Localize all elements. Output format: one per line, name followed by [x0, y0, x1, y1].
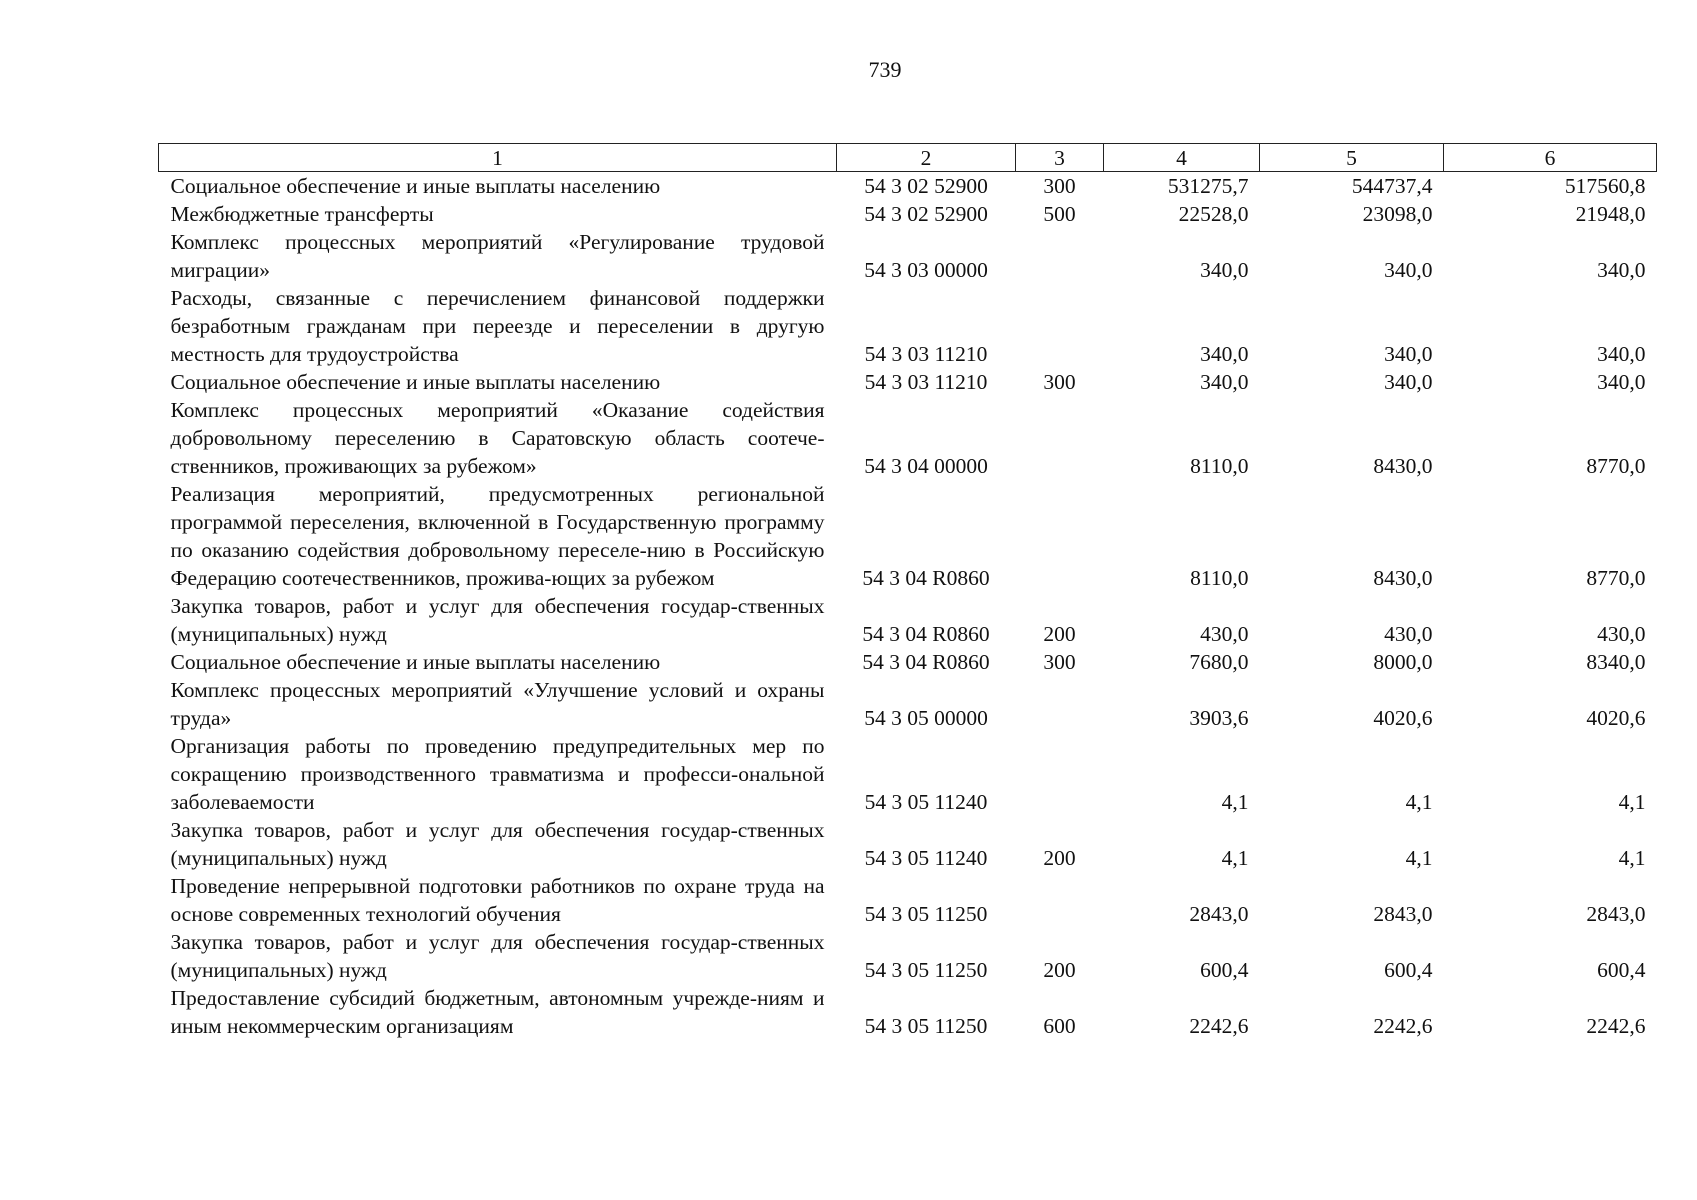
row-code: 54 3 02 52900: [864, 174, 988, 198]
row-name: Комплекс процессных мероприятий «Улучшение условий и охраны труда»: [170, 678, 825, 730]
row-value-1: 22528,0: [1178, 202, 1249, 226]
table-row: [159, 172, 1657, 201]
row-name: Расходы, связанные с перечислением финансовой поддержки безработным гражданам при переезде и переселении в другую местность для трудоустройства: [170, 286, 825, 366]
row-value-1: 3903,6: [1189, 706, 1249, 730]
table-body: [159, 172, 1657, 1041]
row-value-2: 2242,6: [1373, 1014, 1433, 1038]
row-name: Закупка товаров, работ и услуг для обеспечения государ-ственных (муниципальных) нужд: [170, 594, 825, 646]
column-header-3: 3: [1016, 144, 1104, 172]
table-row: [159, 200, 1657, 228]
row-value-2: 340,0: [1384, 370, 1433, 394]
row-name: Социальное обеспечение и иные выплаты населению: [170, 174, 661, 198]
table-row: [159, 816, 1657, 872]
row-name: Социальное обеспечение и иные выплаты населению: [170, 650, 661, 674]
row-value-1: 2843,0: [1189, 902, 1249, 926]
row-name: Закупка товаров, работ и услуг для обеспечения государ-ственных (муниципальных) нужд: [170, 818, 825, 870]
row-code: 54 3 05 11240: [864, 846, 988, 870]
row-code: 54 3 05 00000: [864, 706, 988, 730]
row-expense-type: [1016, 872, 1104, 928]
row-expense-type: 300: [1043, 650, 1076, 674]
row-expense-type: [1016, 480, 1104, 592]
row-value-3: 8770,0: [1586, 454, 1646, 478]
row-name: Предоставление субсидий бюджетным, автономным учрежде-ниям и иным некоммерческим организациям: [170, 986, 825, 1038]
row-expense-type: 300: [1043, 370, 1076, 394]
row-code: 54 3 04 00000: [864, 454, 988, 478]
row-value-1: 430,0: [1200, 622, 1249, 646]
row-value-2: 8430,0: [1373, 454, 1433, 478]
table-row: [159, 480, 1657, 592]
row-value-1: 340,0: [1200, 258, 1249, 282]
row-value-2: 4,1: [1405, 846, 1433, 870]
row-expense-type: 200: [1043, 622, 1076, 646]
table-row: [159, 676, 1657, 732]
row-value-3: 340,0: [1597, 258, 1646, 282]
row-name: Закупка товаров, работ и услуг для обеспечения государ-ственных (муниципальных) нужд: [170, 930, 825, 982]
row-name: Организация работы по проведению предупредительных мер по сокращению производственного травматизма и професси-ональной заболеваемости: [170, 734, 825, 814]
row-code: 54 3 03 00000: [864, 258, 988, 282]
row-code: 54 3 04 R0860: [862, 650, 990, 674]
row-value-1: 340,0: [1200, 342, 1249, 366]
row-value-2: 600,4: [1384, 958, 1433, 982]
row-value-2: 430,0: [1384, 622, 1433, 646]
row-code: 54 3 05 11240: [864, 790, 988, 814]
row-expense-type: [1016, 396, 1104, 480]
row-expense-type: 500: [1043, 202, 1076, 226]
row-value-1: 8110,0: [1190, 566, 1249, 590]
column-header-4: 4: [1104, 144, 1260, 172]
row-name: Комплекс процессных мероприятий «Оказание содействия добровольному переселению в Саратовскую область соотече-ственников, проживающих за рубежом»: [170, 398, 825, 478]
row-value-3: 21948,0: [1575, 202, 1646, 226]
row-value-1: 4,1: [1221, 846, 1249, 870]
row-value-2: 340,0: [1384, 342, 1433, 366]
column-header-1: 1: [159, 144, 837, 172]
table-row: [159, 648, 1657, 676]
row-value-2: 8430,0: [1373, 566, 1433, 590]
row-value-2: 4,1: [1405, 790, 1433, 814]
row-value-2: 544737,4: [1351, 174, 1433, 198]
row-value-2: 340,0: [1384, 258, 1433, 282]
table-row: [159, 228, 1657, 284]
row-expense-type: [1016, 676, 1104, 732]
row-value-1: 4,1: [1221, 790, 1249, 814]
table-row: [159, 928, 1657, 984]
column-header-6: 6: [1444, 144, 1657, 172]
row-code: 54 3 04 R0860: [862, 566, 990, 590]
table-row: [159, 592, 1657, 648]
row-value-3: 8770,0: [1586, 566, 1646, 590]
row-code: 54 3 05 11250: [864, 902, 988, 926]
row-value-1: 8110,0: [1190, 454, 1249, 478]
row-expense-type: 600: [1043, 1014, 1076, 1038]
table-row: [159, 368, 1657, 396]
row-name: Комплекс процессных мероприятий «Регулирование трудовой миграции»: [170, 230, 825, 282]
row-expense-type: 200: [1043, 958, 1076, 982]
row-code: 54 3 02 52900: [864, 202, 988, 226]
header-row: [159, 144, 1657, 172]
row-value-3: 4,1: [1618, 846, 1646, 870]
table-row: [159, 984, 1657, 1040]
row-value-3: 340,0: [1597, 342, 1646, 366]
row-name: Социальное обеспечение и иные выплаты населению: [170, 370, 661, 394]
row-value-3: 517560,8: [1564, 174, 1646, 198]
row-value-1: 7680,0: [1189, 650, 1249, 674]
row-code: 54 3 03 11210: [864, 370, 988, 394]
row-value-3: 8340,0: [1586, 650, 1646, 674]
row-value-3: 430,0: [1597, 622, 1646, 646]
column-header-5: 5: [1260, 144, 1444, 172]
budget-table: [158, 143, 1657, 1040]
row-code: 54 3 05 11250: [864, 958, 988, 982]
table-row: [159, 396, 1657, 480]
row-expense-type: [1016, 284, 1104, 368]
row-expense-type: 300: [1043, 174, 1076, 198]
row-value-2: 4020,6: [1373, 706, 1433, 730]
table-row: [159, 284, 1657, 368]
row-name: Проведение непрерывной подготовки работников по охране труда на основе современных технологий обучения: [170, 874, 825, 926]
column-header-2: 2: [837, 144, 1016, 172]
row-expense-type: [1016, 732, 1104, 816]
row-value-1: 2242,6: [1189, 1014, 1249, 1038]
row-code: 54 3 03 11210: [864, 342, 988, 366]
row-value-2: 23098,0: [1362, 202, 1433, 226]
row-name: Реализация мероприятий, предусмотренных региональной программой переселения, включенной в Государственную программу по оказанию содействия добровольному переселе-нию в Российскую Федерацию соотечественников, прожива-ющих за рубежом: [170, 482, 825, 590]
row-value-3: 2843,0: [1586, 902, 1646, 926]
row-code: 54 3 05 11250: [864, 1014, 988, 1038]
row-value-1: 600,4: [1200, 958, 1249, 982]
row-name: Межбюджетные трансферты: [170, 202, 434, 226]
row-code: 54 3 04 R0860: [862, 622, 990, 646]
row-value-2: 2843,0: [1373, 902, 1433, 926]
row-expense-type: [1016, 228, 1104, 284]
table-row: [159, 872, 1657, 928]
row-value-1: 340,0: [1200, 370, 1249, 394]
row-value-3: 4,1: [1618, 790, 1646, 814]
table-row: [159, 732, 1657, 816]
row-expense-type: 200: [1043, 846, 1076, 870]
row-value-3: 340,0: [1597, 370, 1646, 394]
page-number: 739: [868, 57, 902, 82]
row-value-3: 2242,6: [1586, 1014, 1646, 1038]
row-value-3: 4020,6: [1586, 706, 1646, 730]
row-value-1: 531275,7: [1167, 174, 1249, 198]
row-value-2: 8000,0: [1373, 650, 1433, 674]
row-value-3: 600,4: [1597, 958, 1646, 982]
